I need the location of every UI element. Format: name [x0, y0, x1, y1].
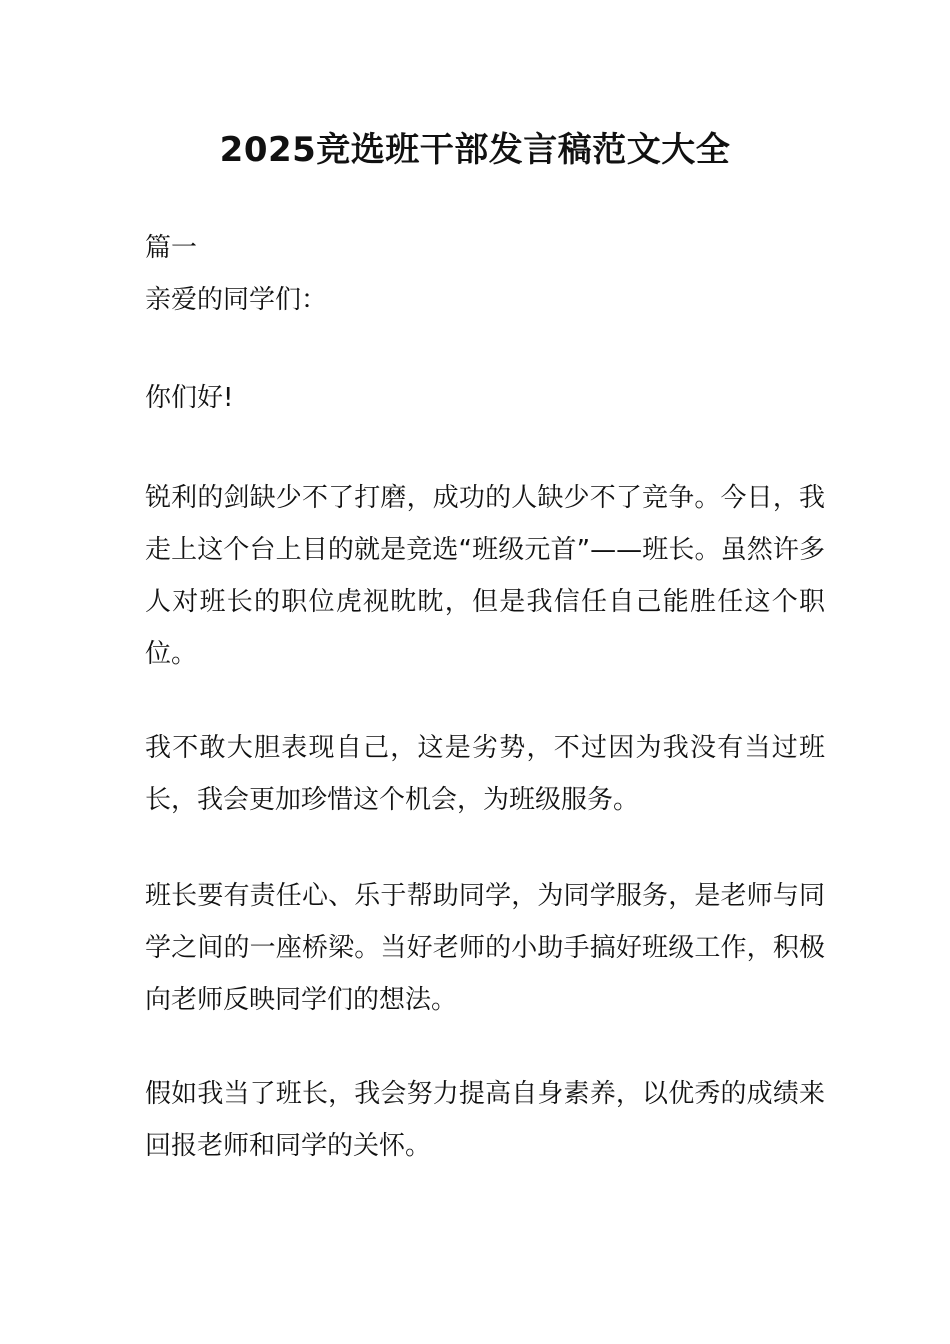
body-paragraph-3: 班长要有责任心、乐于帮助同学，为同学服务，是老师与同学之间的一座桥梁。当好老师的小助手搞好班级工作，积极向老师反映同学们的想法。 — [145, 881, 825, 1015]
document-title: 2025竞选班干部发言稿范文大全 — [219, 130, 731, 170]
salutation: 亲爱的同学们： — [145, 285, 328, 315]
section-heading: 篇一 — [145, 233, 198, 263]
body-paragraph-1: 锐利的剑缺少不了打磨，成功的人缺少不了竞争。今日，我走上这个台上目的就是竞选“班级元首”——班长。虽然许多人对班长的职位虎视眈眈，但是我信任自己能胜任这个职位。 — [145, 483, 825, 669]
body-paragraph-4: 假如我当了班长，我会努力提高自身素养，以优秀的成绩来回报老师和同学的关怀。 — [145, 1079, 825, 1161]
greeting: 你们好! — [145, 383, 234, 413]
body-paragraph-2: 我不敢大胆表现自己，这是劣势，不过因为我没有当过班长，我会更加珍惜这个机会，为班级服务。 — [145, 733, 825, 815]
